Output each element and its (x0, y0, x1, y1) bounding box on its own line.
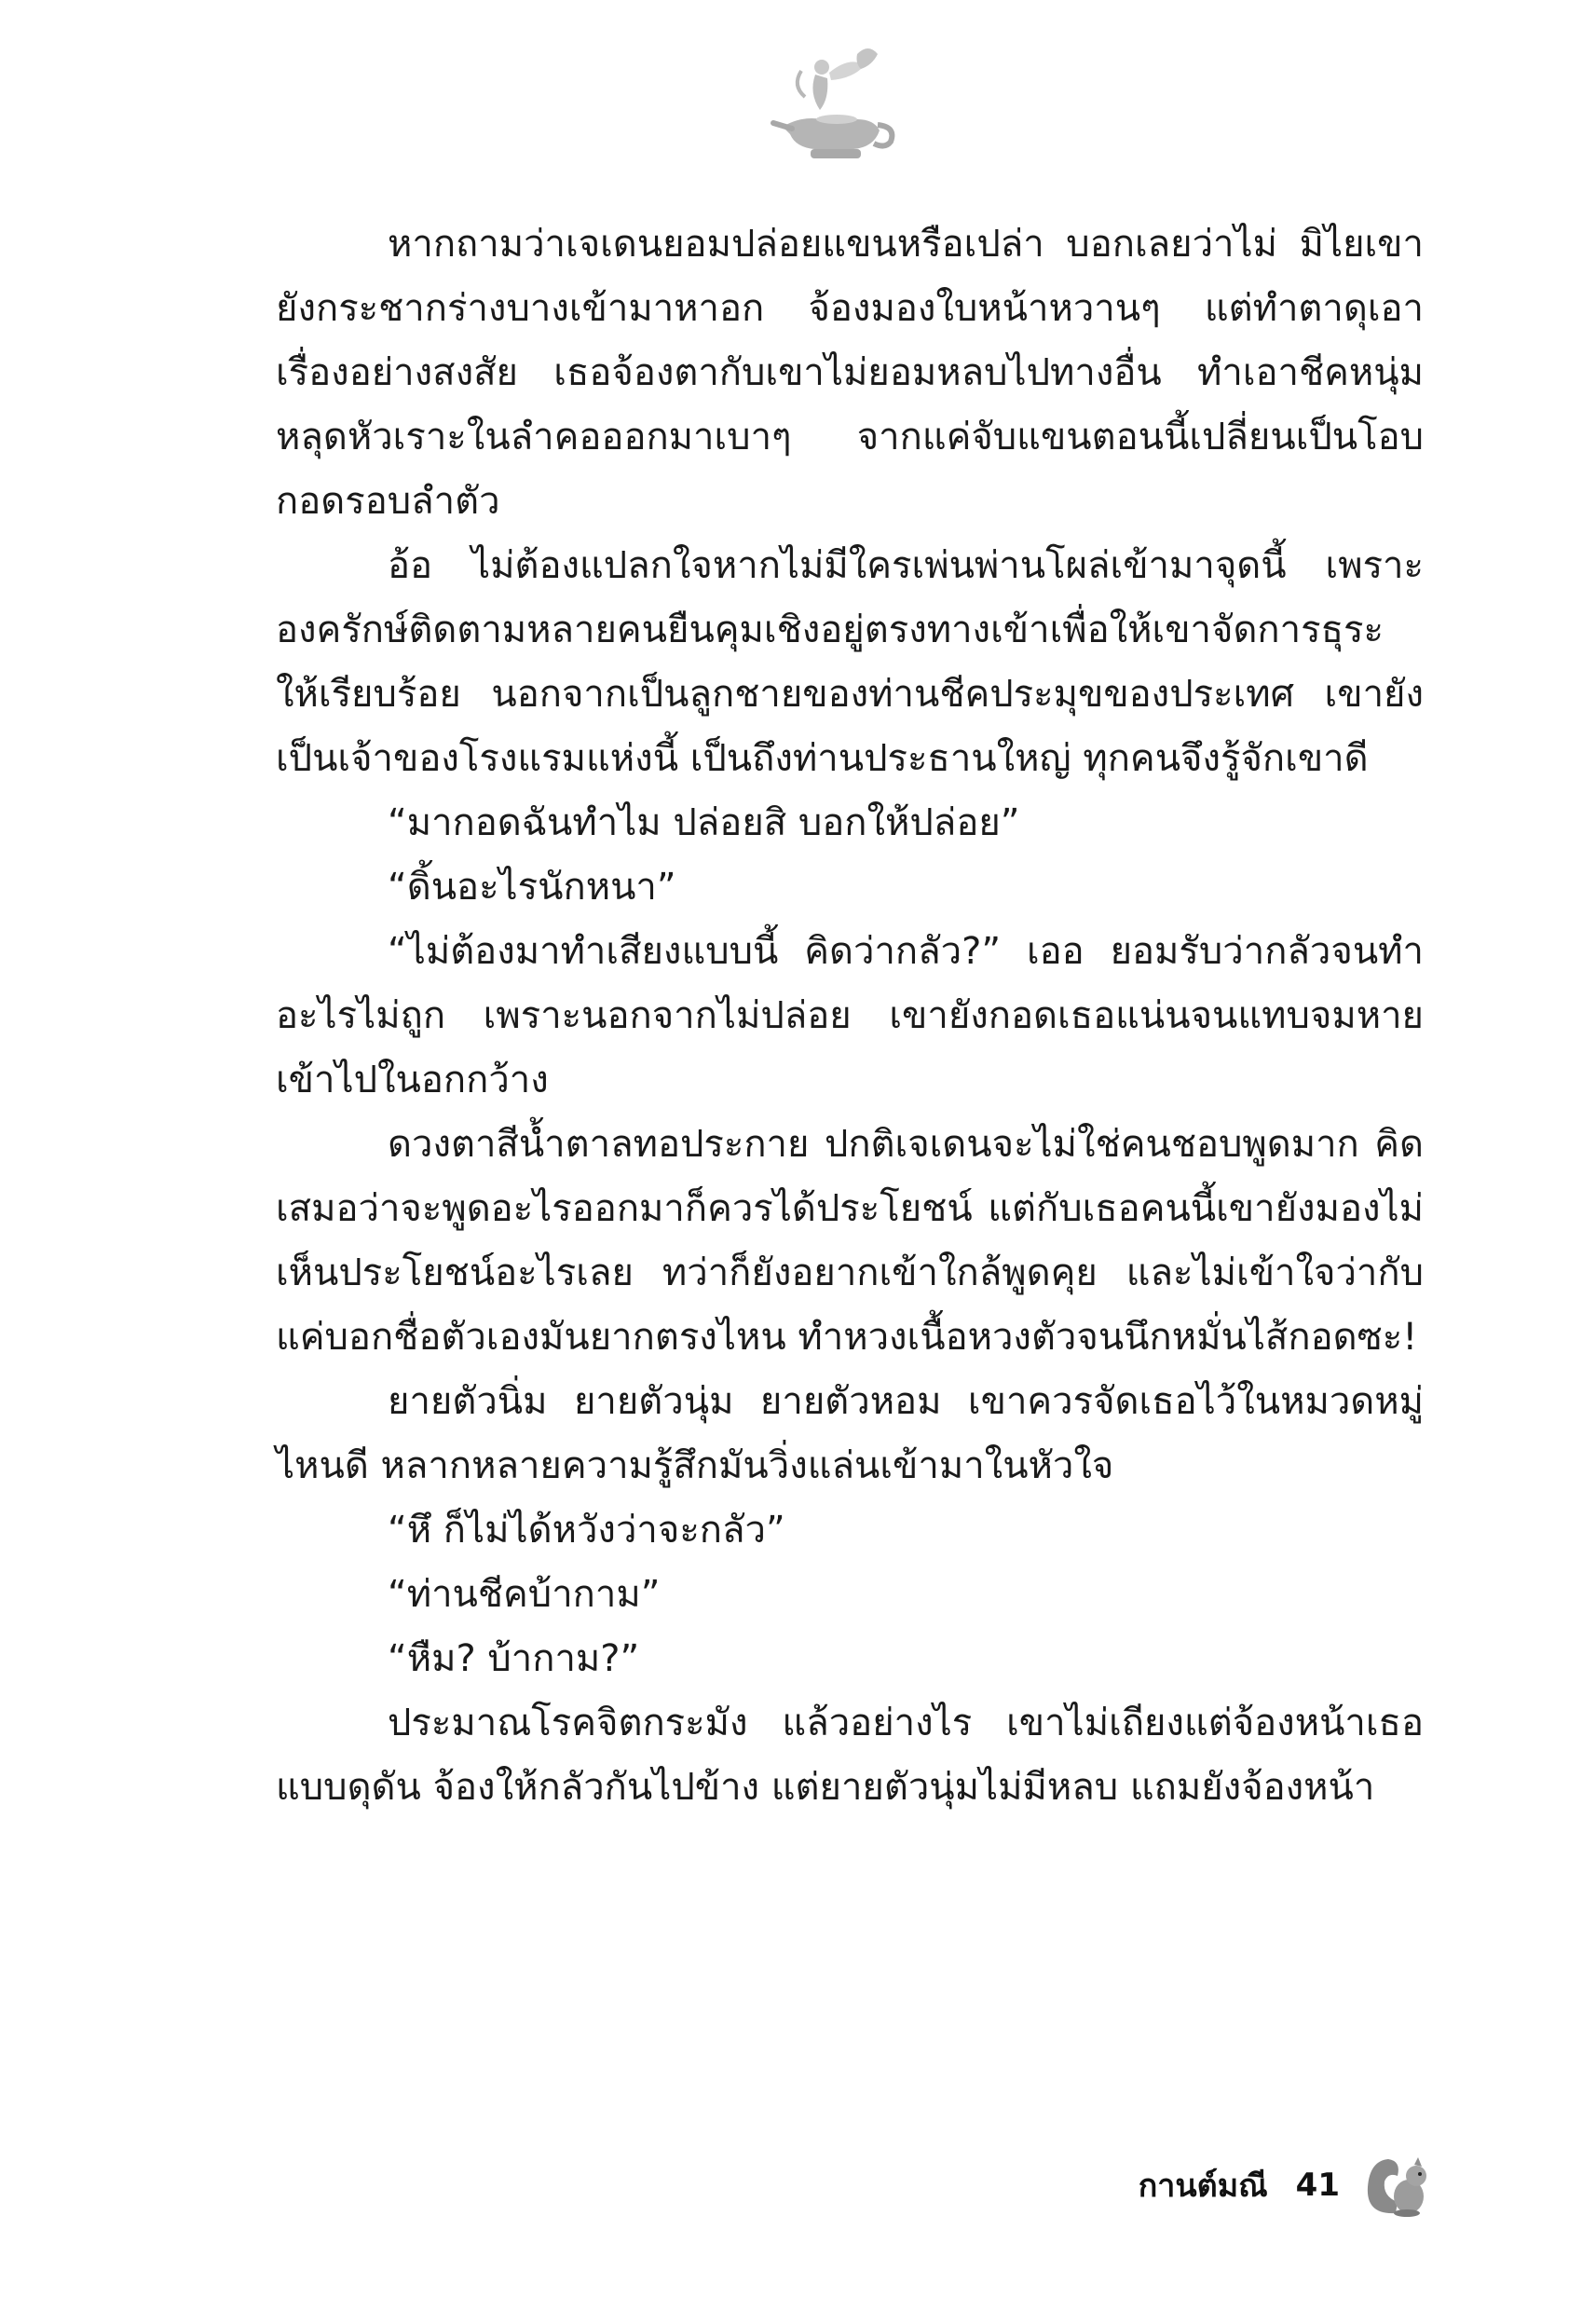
page-number: 41 (1295, 2167, 1340, 2204)
body-text (276, 212, 1424, 1820)
squirrel-icon (1360, 2148, 1435, 2222)
paragraph: หากถามว่าเจเดนยอมปล่อยแขนหรือเปล่า บอกเลยว่าไม่ มิไยเขายังกระชากร่างบางเข้ามาหาอก จ้องมองใบหน้าหวานๆ แต่ทำตาดุเอาเรื่องอย่างสงสัย เธอจ้องตากับเขาไม่ยอมหลบไปทางอื่น ทำเอาชีคหนุ่มหลุดหัวเราะในลำคอออกมาเบาๆ จากแค่จับแขนตอนนี้เปลี่ยนเป็นโอบกอดรอบลำตัว (276, 223, 1424, 523)
paragraph: ยายตัวนิ่ม ยายตัวนุ่ม ยายตัวหอม เขาควรจัดเธอไว้ในหมวดหมู่ไหนดี หลากหลายความรู้สึกมันวิ่งแล่นเข้ามาในหัวใจ (276, 1380, 1424, 1487)
paragraph: ดวงตาสีน้ำตาลทอประกาย ปกติเจเดนจะไม่ใช่คนชอบพูดมาก คิดเสมอว่าจะพูดอะไรออกมาก็ควรได้ประโยชน์ แต่กับเธอคนนี้เขายังมองไม่เห็นประโยชน์อะไรเลย ทว่าก็ยังอยากเข้าใกล้พูดคุย และไม่เข้าใจว่ากับแค่บอกชื่อตัวเองมันยากตรงไหน ทำหวงเนื้อหวงตัวจนนึกหมั่นไส้กอดซะ! (276, 1123, 1424, 1359)
dialogue-line: “ท่านชีคบ้ากาม” (388, 1573, 661, 1616)
paragraph: ประมาณโรคจิตกระมัง แล้วอย่างไร เขาไม่เถียงแต่จ้องหน้าเธอแบบดุดัน จ้องให้กลัวกันไปข้าง แต่ยายตัวนุ่มไม่มีหลบ แถมยังจ้องหน้า (276, 1702, 1424, 1809)
dialogue-line: “หืม? บ้ากาม?” (388, 1637, 640, 1680)
dialogue-line: “หึ ก็ไม่ได้หวังว่าจะกลัว” (388, 1509, 785, 1552)
dialogue-line: “มากอดฉันทำไม ปล่อยสิ บอกให้ปล่อย” (388, 801, 1020, 844)
lamp-fairy-icon (764, 37, 904, 177)
paragraph: “ไม่ต้องมาทำเสียงแบบนี้ คิดว่ากลัว?” เออ ยอมรับว่ากลัวจนทำอะไรไม่ถูก เพราะนอกจากไม่ปล่อย เขายังกอดเธอแน่นจนแทบจมหายเข้าไปในอกกว้าง (276, 930, 1424, 1101)
paragraph: อ้อ ไม่ต้องแปลกใจหากไม่มีใครเพ่นพ่านโผล่เข้ามาจุดนี้ เพราะองครักษ์ติดตามหลายคนยืนคุมเชิงอยู่ตรงทางเข้าเพื่อให้เขาจัดการธุระให้เรียบร้อย นอกจากเป็นลูกชายของท่านชีคประมุขของประเทศ เขายังเป็นเจ้าของโรงแรมแห่งนี้ เป็นถึงท่านประธานใหญ่ ทุกคนจึงรู้จักเขาดี (276, 544, 1424, 780)
dialogue-line: “ดิ้นอะไรนักหนา” (388, 866, 676, 909)
page-footer (1090, 2143, 1435, 2227)
author-name: กานต์มณี (1138, 2167, 1268, 2205)
